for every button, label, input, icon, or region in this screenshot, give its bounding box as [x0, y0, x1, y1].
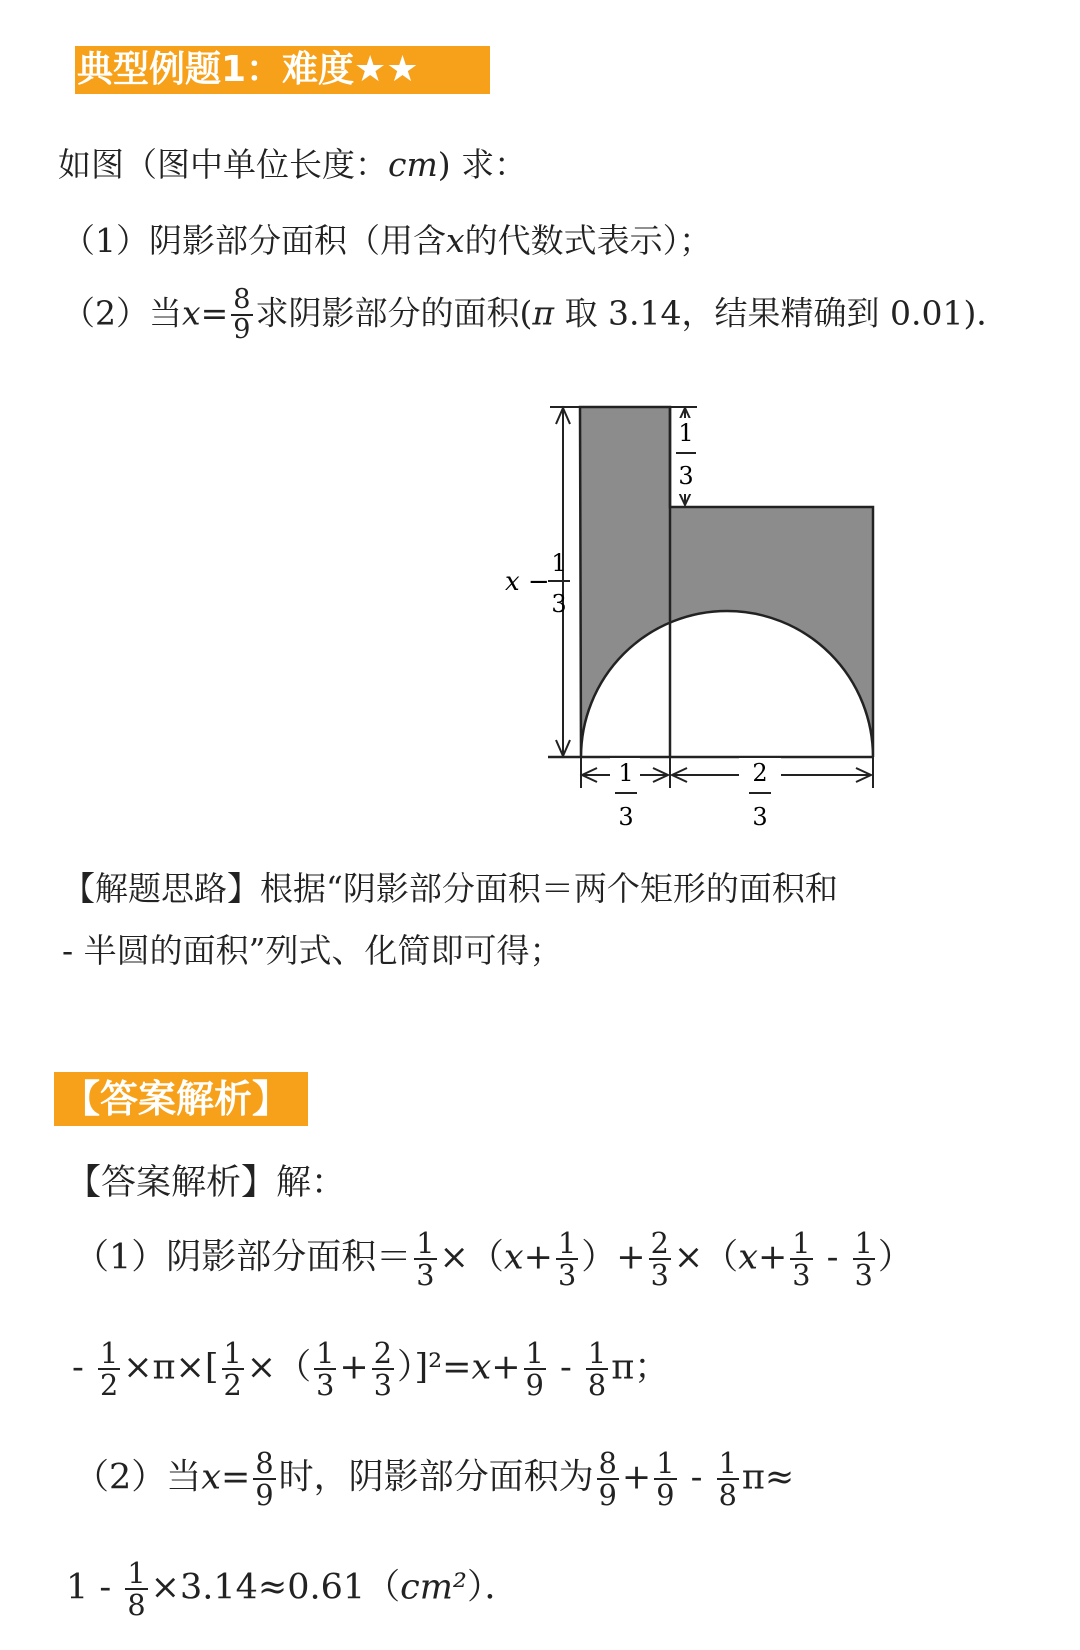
p1-plus-3: +: [757, 1237, 788, 1278]
bottom-left-frac-num: 1: [618, 759, 634, 787]
p1-open-2: （: [703, 1237, 739, 1278]
p1b-x: x: [471, 1347, 492, 1388]
answer-part-2: [74, 1446, 795, 1513]
p1b-minus: -: [72, 1347, 95, 1388]
p1-frac-2: [556, 1226, 578, 1293]
p1-open-1: （: [468, 1237, 504, 1278]
p1-plus-2: +: [616, 1237, 646, 1278]
p3-f1-num: 1: [127, 1556, 146, 1590]
p1b-f5-num: 1: [525, 1336, 544, 1370]
p2-f1-num: 8: [255, 1446, 274, 1480]
p2-end: π≈: [741, 1457, 795, 1498]
p1b-f3-den: 3: [316, 1368, 335, 1403]
p2-frac-1: [253, 1446, 275, 1513]
p1b-f3-num: 1: [316, 1336, 335, 1370]
answer-part-1: [74, 1226, 913, 1293]
p1b-f4-num: 2: [373, 1336, 392, 1370]
bottom-right-frac-num: 2: [752, 759, 768, 787]
top-frac-den: 3: [678, 462, 694, 490]
p1-x-2: x: [738, 1237, 758, 1278]
p1b-f2-den: 2: [223, 1368, 242, 1403]
p1-x-1: x: [503, 1237, 524, 1278]
p1-f2-den: 3: [557, 1258, 577, 1293]
p3-unit: cm²: [400, 1567, 467, 1608]
p1b-mid-1: ×π×[: [123, 1347, 219, 1388]
thinking-line-2: - 半圆的面积”列式、化简即可得；: [62, 931, 563, 970]
p2-frac-3: [654, 1446, 676, 1513]
p2-f3-num: 1: [656, 1446, 675, 1480]
p1-minus-1: -: [815, 1237, 850, 1278]
answer-part-3: [66, 1556, 520, 1623]
p1-plus-1: +: [523, 1237, 553, 1278]
p1-f4-num: 1: [792, 1226, 811, 1260]
q2-pi: π: [532, 293, 555, 333]
p2-f4-num: 1: [718, 1446, 737, 1480]
p1-f2-num: 1: [557, 1226, 577, 1260]
p1b-frac-6: [586, 1336, 608, 1403]
p2-label: （2）当: [74, 1457, 202, 1498]
shaded-region: [580, 407, 873, 757]
q2-frac-num: 8: [233, 284, 251, 315]
example-banner: 典型例题1：难度★★: [75, 46, 490, 94]
p2-f4-den: 8: [718, 1478, 737, 1513]
p1b-end: π；: [611, 1347, 670, 1388]
p1-times-2: ×: [673, 1237, 704, 1278]
p3-pre: 1 -: [66, 1567, 123, 1608]
left-frac-num: 1: [551, 549, 567, 577]
q2-label: （2）: [62, 293, 149, 333]
p1-f4-den: 3: [792, 1258, 811, 1293]
p1-frac-4: [790, 1226, 812, 1293]
p1b-f2-num: 1: [223, 1336, 242, 1370]
q2-text: 当: [149, 293, 182, 333]
p1b-f6-num: 1: [587, 1336, 607, 1370]
intro-unit: cm: [388, 145, 438, 184]
p1-frac-3: [649, 1226, 671, 1293]
p2-frac-2: [597, 1446, 619, 1513]
p1-times-1: ×: [439, 1237, 469, 1278]
p1-frac-5: [853, 1226, 875, 1293]
p1-label: （1）阴影部分面积＝: [74, 1237, 412, 1278]
p1b-f1-num: 1: [99, 1336, 119, 1370]
p2-frac-4: [717, 1446, 739, 1513]
p1-f3-num: 2: [650, 1226, 669, 1260]
q1-var: x: [446, 221, 465, 260]
bottom-left-frac-den: 3: [618, 803, 634, 831]
answer-header: 【答案解析】解：: [66, 1163, 347, 1203]
p1-f5-den: 3: [854, 1258, 873, 1293]
q1-tail: 的代数式表示）；: [464, 221, 713, 260]
answer-part-1b: [72, 1336, 670, 1403]
top-frac-num: 1: [678, 419, 694, 447]
p1-f1-den: 3: [416, 1258, 435, 1293]
p3-f1-den: 8: [127, 1588, 146, 1623]
p1-f3-den: 3: [650, 1258, 669, 1293]
p2-eq: =: [221, 1457, 251, 1498]
q1-text: 阴影部分面积（用含: [149, 221, 446, 260]
p1b-plus: +: [339, 1347, 369, 1388]
q1-label: （1）: [62, 221, 149, 260]
left-label: x −: [505, 567, 550, 597]
p1b-minus-2: -: [548, 1347, 583, 1388]
left-frac-den: 3: [551, 590, 567, 618]
intro-text: 如图（图中单位长度：: [58, 145, 388, 184]
q2-mid: 求阴影部分的面积(: [255, 293, 533, 333]
p2-x: x: [201, 1457, 222, 1498]
p2-plus: +: [621, 1457, 652, 1498]
p1b-mid-2: ×（: [246, 1347, 312, 1388]
p1b-f5-den: 9: [525, 1368, 544, 1403]
p2-f2-den: 9: [598, 1478, 617, 1513]
p1b-f6-den: 8: [587, 1368, 607, 1403]
q2-tail: 取 3.14，结果精确到 0.01)．: [554, 293, 1010, 333]
q2-var: x: [182, 293, 201, 333]
p3-mid: ×3.14≈0.61（: [150, 1567, 401, 1608]
p2-minus: -: [679, 1457, 714, 1498]
p1b-frac-4: [372, 1336, 394, 1403]
p1b-mid-3: ）]²=: [396, 1347, 472, 1388]
p1b-frac-1: [98, 1336, 120, 1403]
p1-frac-1: [414, 1226, 436, 1293]
q2-frac-den: 9: [233, 314, 251, 346]
bottom-right-frac-den: 3: [752, 803, 768, 831]
p1b-plus-2: +: [491, 1347, 521, 1388]
p1b-frac-5: [524, 1336, 546, 1403]
p1-f5-num: 1: [854, 1226, 873, 1260]
p1-close-2: ）: [877, 1237, 913, 1278]
p1b-f1-den: 2: [99, 1368, 119, 1403]
p1-f1-num: 1: [416, 1226, 435, 1260]
p1b-frac-2: [222, 1336, 244, 1403]
thinking-line-1: 【解题思路】根据“阴影部分面积＝两个矩形的面积和: [62, 869, 838, 908]
answer-banner: 【答案解析】: [54, 1072, 308, 1126]
p3-frac-1: [125, 1556, 147, 1623]
p1b-f4-den: 3: [373, 1368, 392, 1403]
p1b-frac-3: [314, 1336, 336, 1403]
p2-f2-num: 8: [598, 1446, 617, 1480]
p2-f1-den: 9: [255, 1478, 274, 1513]
intro-tail: ) 求：: [437, 145, 528, 184]
p3-end: ）．: [466, 1567, 520, 1608]
p2-f3-den: 9: [656, 1478, 675, 1513]
p1-close-1: ）: [581, 1237, 617, 1278]
q2-eq: =: [200, 293, 229, 333]
p2-mid: 时，阴影部分面积为: [278, 1457, 594, 1498]
